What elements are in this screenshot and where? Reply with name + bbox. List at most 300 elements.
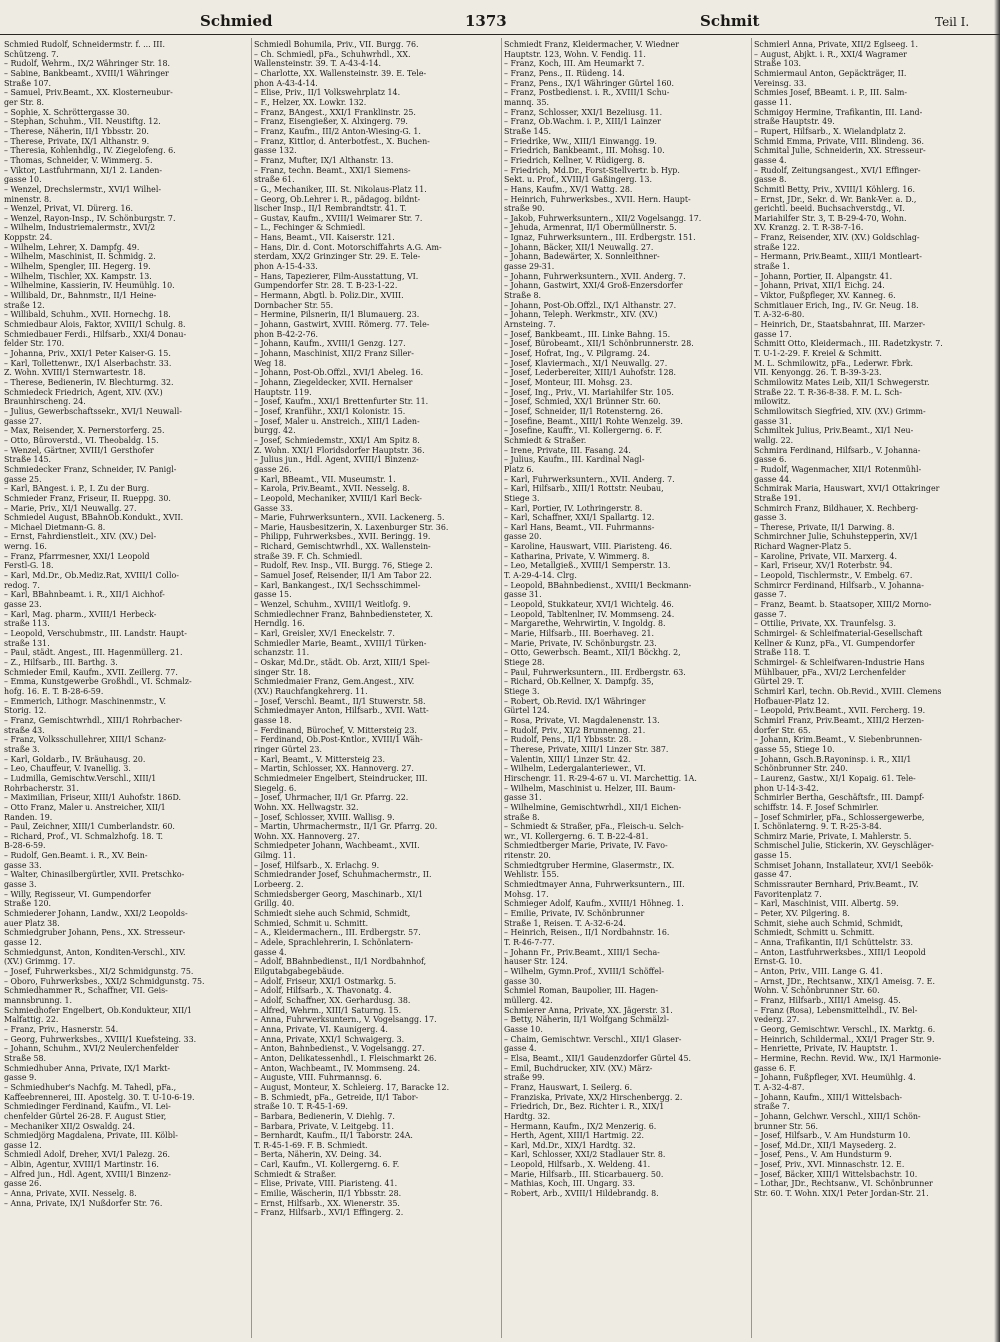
directory-entry: Straße 107. xyxy=(4,78,52,88)
directory-entry: Sekt. u. Prof., XVIII/1 Gaßingerg. 13. xyxy=(504,175,652,185)
directory-entry: – Josef, Schlosser, XVIII. Wallisg. 9. xyxy=(254,812,395,822)
directory-entry: – August, Abjkt. i. R., XXI/4 Wagramer xyxy=(754,49,907,59)
directory-entry: Straße 58. xyxy=(4,1053,47,1063)
directory-entry: T. A-29-4-14. Clrg. xyxy=(504,571,577,581)
directory-entry: gasse 26. xyxy=(254,464,292,474)
directory-entry: – Jakob, Fuhrwerksuntern., XII/2 Vogelsangg. 17. xyxy=(504,213,702,223)
directory-entry: – Rudolf, Wagenmacher, XII/1 Rotenmühl- xyxy=(754,464,922,474)
directory-entry: – Josef, Priv., XVI. Minnaschstr. 12. E. xyxy=(754,1160,905,1170)
directory-entry: – Hans, Kaufm., XV/1 Wattg. 28. xyxy=(504,184,633,194)
directory-entry: – Josef, Hofrat, Ing., V. Pilgramg. 24. xyxy=(504,349,651,358)
directory-entry: – Franz, techn. Beamt., XXI/1 Siemens- xyxy=(254,165,411,175)
directory-entry: – Rudolf, Pens., II/1 Ybbsstr. 28. xyxy=(504,735,632,745)
directory-entry: – Hans, Dir. d. Cont. Motorschiffahrts A.G. Am- xyxy=(254,242,442,252)
directory-entry: Platz 6. xyxy=(504,464,534,474)
directory-entry: Schmiedeck Friedrich, Agent, XIV. (XV.) xyxy=(4,387,163,397)
directory-entry: Schmiedl Adolf, Dreher, XVI/1 Palezg. 26. xyxy=(4,1150,171,1160)
directory-entry: – Leopold, Tischlermstr., V. Embelg. 67. xyxy=(754,571,913,581)
directory-entry: gasse 7. xyxy=(754,609,787,619)
directory-entry: Schmiedl Bohumila, Priv., VII. Burgg. 76. xyxy=(254,40,419,49)
directory-entry: – Hans, Beamt., VII. Kaiserstr. 121. xyxy=(254,233,395,243)
directory-entry: Schmirgel- & Schleifmaterial-Gesellschaft xyxy=(754,629,923,639)
directory-entry: – Franz, Schlosser, XXI/1 Bezeliusg. 11. xyxy=(504,107,663,117)
directory-entry: – Wilhelmine, Gemischtwrhdl., XII/1 Eichen- xyxy=(504,802,682,812)
directory-entry: – Josef, Bürobeamt., XII/1 Schönbrunnerstr. 28. xyxy=(504,339,694,349)
directory-entry: Schmiedbauer Ferdi., Hilfsarb., XXI/4 Donau- xyxy=(4,329,187,339)
directory-entry: Favoritenplatz 7. xyxy=(754,889,822,899)
directory-entry: redog. 7. xyxy=(4,580,40,590)
directory-entry: – Karl Hans, Beamt., VII. Fuhrmanns- xyxy=(504,522,655,532)
directory-entry: Schmied Rudolf, Schneidermstr. f. ... III. xyxy=(4,40,165,49)
directory-entry: – Franz, Ob.Wachm. i. P., XIII/1 Lainzer xyxy=(504,117,661,127)
directory-entry: – F., Helzer, XX. Lowkr. 132. xyxy=(254,97,367,107)
directory-entry: gasse 11. xyxy=(754,97,792,107)
directory-entry: – Franz, Pfarrmesner, XXI/1 Leopold xyxy=(4,551,150,561)
directory-entry: – Adolf, Friseur, XXI/1 Ostmarkg. 5. xyxy=(254,976,397,986)
directory-entry: gasse 6. F. xyxy=(754,1063,796,1073)
directory-entry: dorfer Str. 65. xyxy=(754,725,811,735)
directory-entry: – Franz, Pens., IX/1 Währinger Gürtel 160. xyxy=(504,78,675,88)
directory-entry: felder Str. 170. xyxy=(4,339,65,349)
directory-entry: – Adolf, Hilfsarb., X. Thavonatg. 4. xyxy=(254,986,392,996)
directory-entry: wallg. 22. xyxy=(754,435,794,445)
directory-entry: – Wilhelm, Tischler, XX. Kampstr. 13. xyxy=(4,271,152,281)
directory-entry: gasse 9. xyxy=(4,1073,37,1083)
directory-entry: gasse 29-31. xyxy=(504,262,555,272)
directory-entry: Herndlg. 16. xyxy=(254,619,305,629)
directory-entry: – Johann, Privat, XII/1 Eichg. 24. xyxy=(754,281,885,291)
directory-entry: – Johann, Badewärter, X. Sonnleithner- xyxy=(504,252,660,262)
directory-entry: – Otto Franz, Maler u. Anstreicher, XII/1 xyxy=(4,802,166,812)
directory-entry: – Alfred jun., Hdl. Agent, XVIII/1 Binzenz- xyxy=(4,1169,171,1179)
directory-entry: gasse 132. xyxy=(254,146,297,156)
directory-entry: – Josef, Pens., V. Am Hundsturm 9. xyxy=(754,1150,892,1160)
directory-entry: gasse 7. xyxy=(754,590,787,600)
directory-entry: Schmiedpeter Johann, Wachbeamt., XVII. xyxy=(254,841,420,851)
page-number: 1373 xyxy=(465,12,507,30)
directory-entry: – Rudolf, Zeitungsangest., XVI/1 Effinger- xyxy=(754,165,921,175)
directory-entry: – Elise, Private, VIII. Piaristeng. 41. xyxy=(254,1179,398,1189)
directory-entry: – Karl, Schaffner, XXI/1 Spallartg. 12. xyxy=(504,513,655,523)
directory-entry: – Mechaniker XII/2 Oswaldg. 24. xyxy=(4,1121,135,1131)
directory-entry: – Heinrich, Dr., Staatsbahnrat, III. Marzer- xyxy=(754,320,926,330)
directory-entry: – Hermann, Priv.Beamt., XIII/1 Montleart- xyxy=(754,252,922,262)
directory-entry: straße 12. xyxy=(4,300,45,310)
directory-entry: M. L. Schmilowitz, pFa., Lederwr. Fbrk. xyxy=(754,358,914,368)
directory-entry: – Wenzel, Schuhm., XVIII/1 Weitlofg. 9. xyxy=(254,600,411,610)
directory-entry: – Jehuda, Armenrat, II/1 Obermüllnerstr. 5. xyxy=(504,223,677,233)
directory-entry: – Josef, Bäcker, XIII/1 Wittelsbachstr. 10. xyxy=(754,1169,918,1179)
directory-entry: Schmieger Adolf, Kaufm., XVIII/1 Höhneg. 1. xyxy=(504,899,684,909)
directory-entry: – Josef, Verschl. Beamt., II/1 Stuwerstr. 58. xyxy=(254,696,426,706)
directory-entry: – Emil, Buchdrucker, XIV. (XV.) März- xyxy=(504,1063,653,1073)
directory-entry: – Schmiedhuber's Nachfg. M. Tahedl, pFa., xyxy=(4,1082,177,1092)
directory-entry: Straße 191. xyxy=(754,493,802,503)
directory-entry: – Karola, Priv.Beamt., XVII. Nesselg. 8. xyxy=(254,484,410,494)
directory-entry: Kellner & Kunz, pFa., VI. Gumpendorfer xyxy=(754,638,915,648)
directory-entry: – Marie, Hilfsarb., III. Sticarbauerg. 50. xyxy=(504,1169,664,1179)
directory-entry: – Karl, Md.Dr., Ob.Mediz.Rat, XVIII/1 Collo- xyxy=(4,571,179,581)
directory-entry: lischer Insp., II/1 Rembrandtstr. 41. T. xyxy=(254,204,407,214)
directory-entry: – Anna, Private, XVII. Nesselg. 8. xyxy=(4,1189,137,1199)
directory-entry: – Rosa, Private, VI. Magdalenenstr. 13. xyxy=(504,715,660,725)
directory-entry: – Viktor, Lastfuhrmann, XI/1 2. Landen- xyxy=(4,165,163,175)
directory-entry: Malfattig. 22. xyxy=(4,1015,59,1025)
directory-entry: werng. 16. xyxy=(4,542,47,552)
directory-entry: Gasse 33. xyxy=(254,503,293,513)
directory-entry: – Josef, Maler u. Anstreich., XIII/1 Laden- xyxy=(254,416,420,426)
directory-entry: – Henriette, Private, IV. Hauptstr. 1. xyxy=(754,1044,898,1054)
directory-entry: – Karl, BBeamt., VII. Museumstr. 1. xyxy=(254,474,396,484)
directory-entry: gasse 15. xyxy=(754,851,792,861)
directory-entry: straße 8. xyxy=(504,812,540,822)
directory-entry: Schmiel Roman, Baupolier, III. Hagen- xyxy=(504,986,659,996)
directory-entry: – Anna, Private, VI. Kaunigerg. 4. xyxy=(254,1024,388,1034)
directory-entry: – Ch. Schmiedl, pFa., Schuhwrhdl., XX. xyxy=(254,49,411,59)
column-4 xyxy=(754,40,1000,1336)
directory-entry: – Marie, Private, IV. Schönburgstr. 23. xyxy=(504,638,657,648)
directory-entry: – Karl, Greisler, XV/1 Eneckelstr. 7. xyxy=(254,629,395,639)
directory-entry: Z. Wohn. XXI/1 Floridsdorfer Hauptstr. 36. xyxy=(254,445,425,455)
directory-entry: Schmital Julie, Schneiderin, XX. Stresseur- xyxy=(754,146,926,156)
directory-entry: – Julius, Kaufm., III. Kardinal Nagl- xyxy=(504,455,645,465)
directory-entry: Wohn. V. Schönbrunner Str. 60. xyxy=(754,986,880,996)
directory-entry: – Heinrich, Reisen., II/1 Nordbahnstr. 16. xyxy=(504,928,670,938)
directory-entry: – Josef, Bankbeamt., III. Linke Bahng. 15. xyxy=(504,329,671,339)
directory-entry: gasse 26. xyxy=(4,1179,42,1189)
directory-entry: – Alfred, Wehrm., XIII/1 Saturng. 15. xyxy=(254,1005,402,1015)
directory-entry: – Leopold, Mechaniker, XVIII/1 Karl Beck- xyxy=(254,493,422,503)
directory-entry: gasse 8. xyxy=(754,175,787,185)
directory-entry: Schmiedhofer Engelbert, Ob.Kondukteur, XII/1 xyxy=(4,1005,192,1015)
directory-entry: Str. 60. T. Wohn. XIX/1 Peter Jordan-Str. 21. xyxy=(754,1189,929,1199)
directory-entry: – Leo, Metallgieß., XVIII/1 Semperstr. 13. xyxy=(504,561,671,571)
directory-entry: straße Hauptstr. 49. xyxy=(754,117,835,127)
directory-entry: ritenstr. 20. xyxy=(504,851,551,861)
directory-entry: – Margarethe, Wehrwirtin, V. Ingoldg. 8. xyxy=(504,619,666,629)
directory-entry: wr., VI. Kollergerng. 6. T. B-22-4-81. xyxy=(504,831,649,841)
directory-entry: – Leopold, Stukkateur, XVI/1 Wichtelg. 46. xyxy=(504,600,674,610)
directory-entry: – Carl, Kaufm., VI. Kollergerng. 6. F. xyxy=(254,1160,400,1170)
directory-entry: Schmiedtgruber Hermine, Glasermstr., IX. xyxy=(504,860,675,870)
directory-entry: Gumpendorfer Str. 28. T. B-23-1-22. xyxy=(254,281,398,291)
directory-entry: Wohn. XX. Hannoverg. 27. xyxy=(254,831,360,841)
directory-entry: brunner Str. 56. xyxy=(754,1121,819,1131)
directory-entry: Schmied, Schmit u. Schmitt. xyxy=(254,918,369,928)
directory-entry: – Josef, Klaviermach., XI/1 Neuwallg. 27. xyxy=(504,358,668,368)
header-left-keyword: Schmied xyxy=(200,12,273,30)
directory-entry: – Hans, Tapezierer, Film-Ausstattung, VI. xyxy=(254,271,419,281)
directory-entry: – Michael Dietmann-G. 8. xyxy=(4,522,106,532)
directory-entry: Schmirz Marie, Private, I. Mahlerstr. 5. xyxy=(754,831,912,841)
page-edge-shadow xyxy=(994,0,1000,1342)
directory-entry: – Karl, Bankangest., IX/1 Sechsschimmel- xyxy=(254,580,421,590)
directory-entry: – Josefine, Beamt., XIII/1 Rohte Wenzelg. 39. xyxy=(504,416,683,426)
directory-entry: Schmiedhuber Anna, Private, IX/1 Markt- xyxy=(4,1063,171,1073)
directory-entry: Schmiermaul Anton, Gepäckträger, II. xyxy=(754,68,907,78)
directory-entry: – Oboro, Fuhrwerksbes., XXI/2 Schmidgunstg. 75. xyxy=(4,976,205,986)
directory-entry: Schmiedbaur Alois, Faktor, XVIII/1 Schulg. 8. xyxy=(4,320,186,330)
directory-entry: – Karl, Hilfsarb., XIII/1 Rottstr. Neubau, xyxy=(504,484,664,494)
directory-entry: Schmiedinger Ferdinand, Kaufm., VI. Lei- xyxy=(4,1102,171,1112)
directory-entry: Schmirl Franz, Priv.Beamt., XIII/2 Herzen- xyxy=(754,715,924,725)
directory-entry: – Sophie, X. Schröttergasse 30. xyxy=(4,107,130,117)
directory-entry: (XV.) Rauchfangkehrerg. 11. xyxy=(254,686,368,696)
directory-entry: gasse 25. xyxy=(4,474,42,484)
directory-entry: – Heinrich, Schildermal., XXI/1 Prager Str. 9. xyxy=(754,1034,935,1044)
directory-entry: chenfelder Gürtel 26-28. F. August Stier, xyxy=(4,1111,167,1121)
directory-entry: straße 99. xyxy=(504,1073,545,1083)
directory-entry: Lorbeerg. 2. xyxy=(254,880,304,890)
directory-entry: – Franz, Pens., II. Rüdeng. 14. xyxy=(504,68,625,78)
directory-entry: – Marie, Hilfsarb., III. Boerhaveg. 21. xyxy=(504,629,655,639)
directory-entry: XV. Kranzg. 2. T. R-38-7-16. xyxy=(754,223,864,233)
directory-entry: – Friedrich, Bankbeamt., III. Mohsg. 10. xyxy=(504,146,665,156)
directory-entry: Schmischel Julie, Stickerin, XV. Geyschläger- xyxy=(754,841,934,851)
directory-entry: – Robert, Ob.Revid. IX/1 Währinger xyxy=(504,696,646,706)
directory-entry: – Anna, Fuhrwerksuntern., V. Vogelsangg. 17. xyxy=(254,1015,437,1025)
directory-entry: – Heinrich, Fuhrwerksbes., XVII. Hern. Haupt- xyxy=(504,194,691,204)
directory-entry: – Johann, Maschinist, XII/2 Franz Siller- xyxy=(254,349,414,358)
directory-entry: – Johanna, Priv., XXI/1 Peter Kaiser-G. 15. xyxy=(4,349,171,358)
directory-entry: Schmilowitz Mates Leib, XII/1 Schwegerstr. xyxy=(754,377,930,387)
directory-entry: – Georg, Fuhrwerksbes., XVIII/1 Kuefsteing. 33. xyxy=(4,1034,197,1044)
directory-entry: – Max, Reisender, X. Pernerstorferg. 25. xyxy=(4,426,165,436)
directory-entry: – Hermine, Rechn. Revid. Ww., IX/1 Harmonie- xyxy=(754,1053,942,1063)
directory-entry: Schmiedt Franz, Kleidermacher, V. Wiedner xyxy=(504,40,679,49)
directory-entry: – Karl, Tollettenwr., IX/1 Alserbachstr. 33. xyxy=(4,358,172,368)
directory-entry: – Johann, Schuhm., XVI/2 Neulerchenfelder xyxy=(4,1044,179,1054)
directory-entry: Arnsteing. 7. xyxy=(504,320,556,330)
directory-entry: – Julius, Gewerbschaftssekr., XVI/1 Neuwall- xyxy=(4,406,182,416)
directory-entry: – Franz, Mufter, IX/1 Althanstr. 13. xyxy=(254,155,394,165)
directory-entry: Schmirler Bertha, Geschäftsfr., III. Dampf- xyxy=(754,793,925,803)
directory-entry: Schmissrauter Bernhard, Priv.Beamt., IV. xyxy=(754,880,919,890)
directory-entry: – Chaim, Gemischtwr. Verschl., XII/1 Glaser- xyxy=(504,1034,682,1044)
directory-entry: – Karl, Mag. pharm., XVIII/1 Herbeck- xyxy=(4,609,157,619)
directory-entry: – Willibald, Dr., Bahnmstr., II/1 Heine- xyxy=(4,291,157,301)
directory-entry: Stiege 3. xyxy=(504,493,540,503)
directory-entry: Schmiltek Julius, Priv.Beamt., XI/1 Neu- xyxy=(754,426,914,436)
directory-entry: – Richard, Ob.Kellner, X. Dampfg. 35, xyxy=(504,677,654,687)
directory-entry: – G., Mechaniker, III. St. Nikolaus-Platz 11. xyxy=(254,184,427,194)
directory-entry: – Ernst, Hilfsarb., XX. Wienerstr. 35. xyxy=(254,1198,400,1208)
directory-entry: – Wenzel, Gärtner, XVIII/1 Gersthofer xyxy=(4,445,154,455)
directory-entry: – Franz, Kaufm., III/2 Anton-Wiesing-G. 1. xyxy=(254,126,421,136)
directory-entry: Gilmg. 11. xyxy=(254,851,296,861)
directory-entry: – Philipp, Fuhrwerksbes., XVII. Beringg. 19. xyxy=(254,532,431,542)
directory-entry: – B. Schmiedt, pFa., Getreide, II/1 Tabor- xyxy=(254,1092,419,1102)
directory-entry: – Johann, Krim.Beamt., V. Siebenbrunnen- xyxy=(754,735,923,745)
directory-entry: – Theresia, Kohlenhdlg., IV. Ziegelofeng. 6. xyxy=(4,146,176,156)
directory-entry: – Adolf, BBahnbedienst., II/1 Nordbahnhof, xyxy=(254,957,427,967)
directory-entry: straße 1. xyxy=(754,262,790,272)
directory-entry: straße 90. xyxy=(504,204,545,214)
directory-entry: Schmigoy Hermine, Trafikantin, III. Land- xyxy=(754,107,923,117)
directory-entry: ringer Gürtel 23. xyxy=(254,744,322,754)
directory-entry: – Maximilian, Friseur, XIII/1 Auhofstr. 186D. xyxy=(4,793,182,803)
directory-entry: – Willy, Regisseur, VI. Gumpendorfer xyxy=(4,889,151,899)
directory-entry: – Sabine, Bankbeamt., XVIII/1 Währinger xyxy=(4,68,169,78)
directory-entry: – Richard, Prof., VI. Schmalzhofg. 18. T. xyxy=(4,831,164,841)
directory-entry: – Adolf, Schaffner, XX. Gerhardusg. 38. xyxy=(254,995,411,1005)
directory-entry: – Johann, Teleph. Werkmstr., XIV. (XV.) xyxy=(504,310,658,320)
directory-entry: – Wilhelm, Maschinist u. Helzer, III. Baum- xyxy=(504,783,676,793)
directory-entry: Schmilowitsch Siegfried, XIV. (XV.) Grimm- xyxy=(754,406,926,416)
directory-entry: – Marie, Fuhrwerksuntern., XVII. Lackenerg. 5. xyxy=(254,513,445,523)
directory-entry: – Martin, Schlosser, XX. Hannoverg. 27. xyxy=(254,764,414,774)
directory-entry: – Karl, Maschinist, VIII. Albertg. 59. xyxy=(754,899,899,909)
directory-entry: – Ferdinand, Bürochef, V. Mittersteig 23. xyxy=(254,725,417,735)
directory-entry: – Anna, Private, XXI/1 Schwaigerg. 3. xyxy=(254,1034,405,1044)
directory-entry: Weg 18. xyxy=(254,358,287,368)
directory-entry: – Franziska, Private, XX/2 Hirschenbergg. 2. xyxy=(504,1092,683,1102)
directory-entry: – Franz, Koch, III. Am Heumarkt 7. xyxy=(504,59,645,69)
directory-entry: Schmiedmaier Franz, Gem.Angest., XIV. xyxy=(254,677,415,687)
directory-entry: Mariahilfer Str. 3, T. B-29-4-70, Wohn. xyxy=(754,213,907,223)
directory-entry: Stiege 3. xyxy=(504,686,540,696)
directory-entry: Hardtg. 32. xyxy=(504,1111,551,1121)
directory-entry: – Anton, Wachbeamt., IV. Mommseng. 24. xyxy=(254,1063,421,1073)
directory-entry: schiffstr. 14. F. Josef Schmirler. xyxy=(754,802,879,812)
directory-entry: gasse 4. xyxy=(504,1044,537,1054)
directory-entry: gasse 31. xyxy=(504,590,542,600)
directory-entry: – Karl, BBahnbeamt. i. R., XII/1 Aichhof- xyxy=(4,590,165,600)
directory-entry: – Wilhelm, Lehrer, X. Dampfg. 49. xyxy=(4,242,140,252)
directory-entry: Hirschengr. 11. R-29-4-67 u. VI. Marchettig. 1A. xyxy=(504,773,697,783)
directory-entry: straße 3. xyxy=(4,744,40,754)
directory-entry: straße 113. xyxy=(4,619,50,629)
directory-entry: – Franz, Volksschullehrer, XIII/1 Schanz- xyxy=(4,735,167,745)
directory-entry: T. U-1-2-29. F. Kreiel & Schmitt. xyxy=(754,349,882,358)
directory-entry: – Lothar, JDr., Rechtsanw., VI. Schönbrunner xyxy=(754,1179,933,1189)
directory-entry: – Ottilie, Private, XX. Traunfelsg. 3. xyxy=(754,619,897,629)
directory-entry: – Franz, Hauswart, I. Seilerg. 6. xyxy=(504,1082,633,1092)
directory-entry: Mühlbauer, pFa., XVI/2 Lerchenfelder xyxy=(754,667,906,677)
directory-entry: phon U-14-3-42. xyxy=(754,783,819,793)
directory-entry: Schmiedt siehe auch Schmid, Schmidt, xyxy=(254,909,411,919)
directory-entry: – Karl, Goldarb., IV. Bräuhausg. 20. xyxy=(4,754,146,764)
directory-entry: I. Schönlaterng. 9. T. R-25-3-84. xyxy=(754,822,882,832)
directory-entry: – Friedrich, Dr., Bez. Richter i. R., XIX/1 xyxy=(504,1102,665,1112)
directory-entry: straße 122. xyxy=(754,242,800,252)
directory-entry: – Herth, Agent, XIII/1 Hartmig. 22. xyxy=(504,1131,645,1141)
directory-entry: – Charlotte, XX. Wallensteinstr. 39. E. Tele- xyxy=(254,68,427,78)
directory-entry: – Anton, Bahnbedienst., V. Vogelsangg. 27. xyxy=(254,1044,425,1054)
directory-entry: – Johann, Gsch.B.Rayoninsp. i. R., XII/1 xyxy=(754,754,912,764)
directory-entry: Schmiedsberger Georg, Maschinarb., XI/1 xyxy=(254,889,424,899)
directory-entry: Schmiedt & Straßer. xyxy=(504,435,587,445)
directory-entry: Schmira Ferdinand, Hilfsarb., V. Johanna- xyxy=(754,445,921,455)
directory-entry: – Johann, Gelchwr. Verschl., XIII/1 Schön- xyxy=(754,1111,921,1121)
directory-entry: Straße 103. xyxy=(754,59,802,69)
directory-entry: Schmid Emma, Private, VIII. Blindeng. 36. xyxy=(754,136,924,146)
directory-entry: Storig. 12. xyxy=(4,706,47,716)
directory-entry: Schmiedecker Franz, Schneider, IV. Panigl- xyxy=(4,464,177,474)
directory-entry: Schmirgel- & Schleifwaren-Industrie Hans xyxy=(754,658,925,667)
directory-entry: – Johann, Kaufm., XIII/1 Wittelsbach- xyxy=(754,1092,903,1102)
directory-entry: – Karl, Md.Dr., XIX/1 Hardtg. 32. xyxy=(504,1140,636,1150)
directory-entry: Eilgutabgabegebäude. xyxy=(254,967,345,976)
directory-entry: – Johann Fr., Priv.Beamt., XIII/1 Secha- xyxy=(504,947,660,957)
directory-entry: – Betty, Näherin, II/1 Wolfgang Schmälzl- xyxy=(504,1015,669,1025)
directory-entry: – Josef, Hilfsarb., V. Am Hundsturm 10. xyxy=(754,1131,911,1141)
directory-entry: – Hermann, Kaufm., IX/2 Menzerig. 6. xyxy=(504,1121,657,1131)
directory-entry: Straße 1, Reisen. T. A-32-6-24. xyxy=(504,918,626,928)
directory-entry: Schmiedrander Josef, Schuhmachermstr., II. xyxy=(254,870,432,880)
directory-entry: – Hermann, Abgtl. b. Poliz.Dir., XVIII. xyxy=(254,291,404,301)
header-right-keyword: Schmit xyxy=(700,12,760,30)
directory-entry: Straße 145. xyxy=(504,126,552,136)
directory-entry: – Karoline, Private, VII. Marxerg. 4. xyxy=(754,551,898,561)
directory-entry: Schützeng. 7. xyxy=(4,49,59,59)
directory-entry: – Ferdinand, Ob.Post-Kntlor., XVIII/1 Wäh- xyxy=(254,735,423,745)
directory-entry: Schmiedgunst, Anton, Konditen-Verschl., XIV. xyxy=(4,947,186,957)
directory-entry: – Leopold, Tabltenlner, IV. Mommseng. 24. xyxy=(504,609,675,619)
directory-entry: – Josef, Kaufm., XXI/1 Brettenfurter Str. 11. xyxy=(254,397,429,407)
directory-entry: Gürtel 29. T. xyxy=(754,677,804,687)
directory-entry: – Rudolf, Gen.Beamt. i. R., XV. Bein- xyxy=(4,851,148,861)
directory-entry: – Rudolf, Priv., XI/2 Brunnenng. 21. xyxy=(504,725,646,735)
directory-entry: – Elsa, Beamt., XII/1 Gaudenzdorfer Gürtel 45. xyxy=(504,1053,691,1063)
directory-entry: – Auguste, VIII. Fuhrmannsg. 6. xyxy=(254,1073,382,1083)
directory-entry: Vereinsg. 33. xyxy=(754,78,807,88)
directory-entry: – Josef, Schneider, II/1 Rotensterng. 26. xyxy=(504,406,663,416)
directory-entry: Wehlistr. 155. xyxy=(504,870,559,880)
directory-entry: – Karl, Schlosser, XXI/2 Stadlauer Str. 8. xyxy=(504,1150,666,1160)
directory-entry: Straße 8. xyxy=(504,291,542,301)
directory-entry: Schmiedtberger Marie, Private, IV. Favo- xyxy=(504,841,668,851)
directory-entry: hofg. 16. E. T. B-28-6-59. xyxy=(4,686,104,696)
directory-entry: Schmieder Emil, Kaufm., XVII. Zeillerg. 77. xyxy=(4,667,178,677)
directory-entry: – Johann, Fußpfleger, XVI. Heumühlg. 4. xyxy=(754,1073,916,1083)
directory-entry: – Barbara, Private, V. Leitgebg. 11. xyxy=(254,1121,394,1131)
directory-entry: – Katharina, Private, V. Wimmerg. 8. xyxy=(504,551,650,561)
directory-entry: Schmies Josef, BBeamt. i. P., III. Salm- xyxy=(754,88,907,98)
directory-entry: Wohn. XX. Hellwagstr. 32. xyxy=(254,802,359,812)
directory-entry: – Wilhelm, Maschinist, II. Schmidg. 2. xyxy=(4,252,156,262)
directory-entry: – Josef, Hilfsarb., X. Erlachg. 9. xyxy=(254,860,380,870)
directory-entry: Schmitl Betty, Priv., XVIII/1 Köhlerg. 16. xyxy=(754,184,915,194)
directory-entry: ger Str. 8. xyxy=(4,97,45,107)
directory-entry: – Josef, Ing., Priv., VI. Mariahilfer Str. 105. xyxy=(504,387,674,397)
directory-entry: – Wilhelm, Ledergalanteriewer., VI. xyxy=(504,764,646,774)
directory-entry: – Therese, Private, XIII/1 Linzer Str. 387. xyxy=(504,744,669,754)
directory-entry: Schmiedt, Schmitt u. Schmitt. xyxy=(754,928,875,938)
directory-entry: – Ignaz, Fuhrwerksuntern., III. Erdbergstr. 151. xyxy=(504,233,696,243)
directory-entry: – Berta, Näherin, XV. Deing. 34. xyxy=(254,1150,382,1160)
directory-entry: Hofbauer-Platz 12. xyxy=(754,696,830,706)
directory-entry: milowitz. xyxy=(754,397,791,407)
directory-entry: – Marie, Priv., XI/1 Neuwallg. 27. xyxy=(4,503,137,513)
directory-entry: Schmiedt & Straßer. xyxy=(254,1169,337,1179)
directory-entry: Schmiedtmayer Anna, Fuhrwerksuntern., III. xyxy=(504,880,685,890)
directory-entry: Wallensteinstr. 39. T. A-43-4-14. xyxy=(254,59,382,69)
directory-entry: – Wilhelmine, Kassierin, IV. Heumühlg. 10. xyxy=(4,281,175,291)
directory-entry: – Z., Hilfsarb., III. Barthg. 3. xyxy=(4,658,118,667)
directory-entry: – Laurenz, Gastw., XI/1 Kopaig. 61. Tele- xyxy=(754,773,916,783)
directory-entry: singer Str. 18. xyxy=(254,667,311,677)
directory-entry: – Wilhelm, Industriemalermstr., XVI/2 xyxy=(4,223,156,233)
directory-entry: – Therese, Private, IX/1 Althanstr. 9. xyxy=(4,136,150,146)
directory-entry: – Franz, Reisender, XIV. (XV.) Goldschlag- xyxy=(754,233,920,243)
directory-entry: – Johann, Portier, II. Alpangstr. 41. xyxy=(754,271,893,281)
directory-entry: Schmierl Anna, Private, XII/2 Eglseeg. 1. xyxy=(754,40,918,49)
directory-entry: Schmieder Franz, Friseur, II. Rueppg. 30. xyxy=(4,493,171,503)
directory-entry: T. A-32-6-80. xyxy=(754,310,805,320)
directory-entry: T. R-45-1-69. F. B. Schmiedt. xyxy=(254,1140,368,1150)
directory-entry: – Irene, Private, III. Fasang. 24. xyxy=(504,445,631,455)
